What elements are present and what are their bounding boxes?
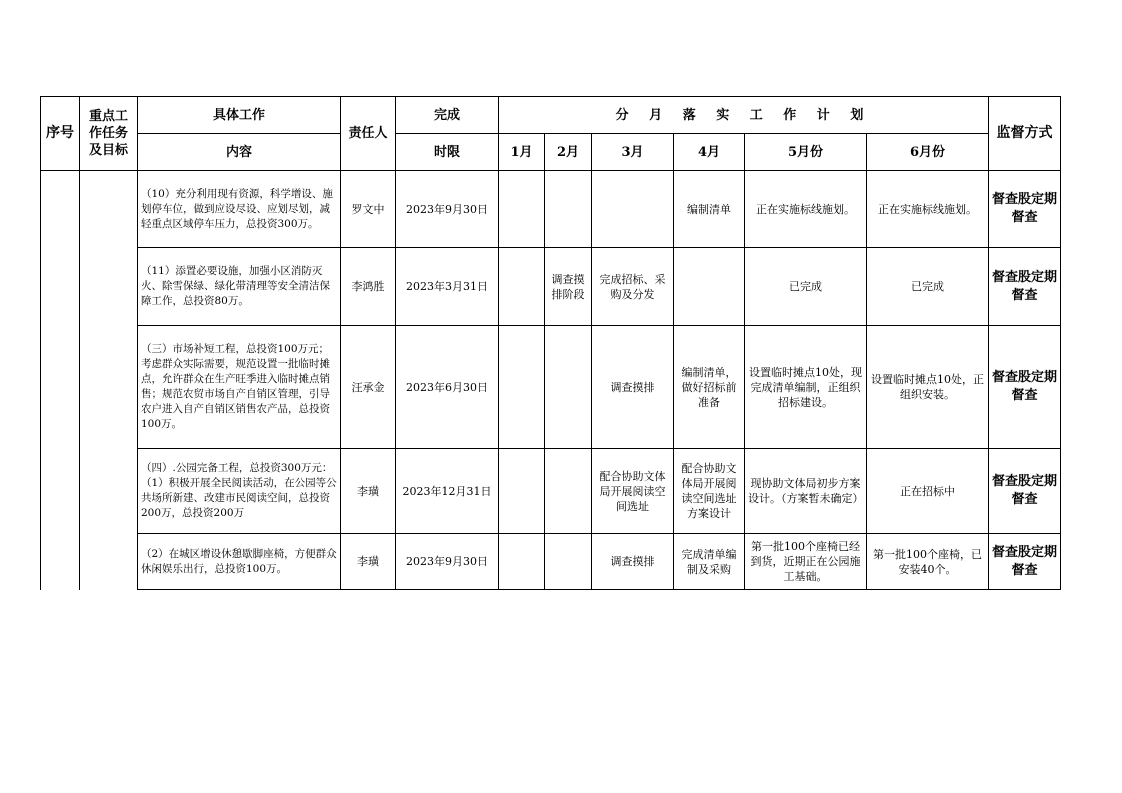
owner-cell: 罗文中: [341, 171, 396, 248]
content-cell: （11）添置必要设施，加强小区消防灭火、除雪保绿、绿化带清理等安全清洁保障工作，总投资80万。: [138, 248, 341, 326]
month-1-cell: [499, 326, 545, 449]
header-month-3: 3月: [592, 134, 674, 171]
header-month-4: 4月: [674, 134, 745, 171]
owner-cell: 汪承金: [341, 326, 396, 449]
content-cell: （2）在城区增设休憩歇脚座椅，方便群众休闲娱乐出行，总投资100万。: [138, 534, 341, 590]
table-row: [41, 326, 1061, 449]
month-4-cell: [674, 248, 745, 326]
month-2-cell: 调查摸排阶段: [545, 248, 592, 326]
month-2-cell: [545, 326, 592, 449]
month-4-cell: 编制清单: [674, 171, 745, 248]
table-row: [41, 248, 1061, 326]
month-4-cell: 完成清单编制及采购: [674, 534, 745, 590]
owner-cell: 李璜: [341, 449, 396, 534]
header-row-1: [41, 97, 1061, 134]
table-row: [41, 449, 1061, 534]
month-4-cell: 编制清单，做好招标前准备: [674, 326, 745, 449]
header-month-5: 5月份: [745, 134, 867, 171]
month-3-cell: 调查摸排: [592, 534, 674, 590]
deadline-cell: 2023年9月30日: [396, 171, 499, 248]
month-6-cell: 第一批100个座椅，已安装40个。: [867, 534, 989, 590]
header-deadline-top: 完成: [396, 97, 499, 134]
month-5-cell: 第一批100个座椅已经到货，近期正在公园施工基础。: [745, 534, 867, 590]
month-2-cell: [545, 449, 592, 534]
content-cell: （四）.公园完备工程，总投资300万元：（1）积极开展全民阅读活动，在公园等公共场所新建、改建市民阅读空间，总投资200万，总投资200万: [138, 449, 341, 534]
month-3-cell: 调查摸排: [592, 326, 674, 449]
header-supervision: 监督方式: [989, 97, 1061, 171]
supervision-cell: 督查股定期督查: [989, 534, 1061, 590]
month-1-cell: [499, 534, 545, 590]
supervision-cell: 督查股定期督查: [989, 248, 1061, 326]
header-owner: 责任人: [341, 97, 396, 171]
owner-cell: 李鸿胜: [341, 248, 396, 326]
owner-cell: 李璜: [341, 534, 396, 590]
deadline-cell: 2023年3月31日: [396, 248, 499, 326]
month-5-cell: 正在实施标线施划。: [745, 171, 867, 248]
month-5-cell: 设置临时摊点10处，现完成清单编制，正组织招标建设。: [745, 326, 867, 449]
header-deadline-bottom: 时限: [396, 134, 499, 171]
work-plan-table: [40, 96, 1061, 590]
month-6-cell: 正在招标中: [867, 449, 989, 534]
month-1-cell: [499, 171, 545, 248]
month-6-cell: 已完成: [867, 248, 989, 326]
month-3-cell: 配合协助文体局开展阅读空间选址: [592, 449, 674, 534]
month-3-cell: 完成招标、采购及分发: [592, 248, 674, 326]
header-task: 重点工作任务及目标: [80, 97, 138, 171]
table-row: [41, 534, 1061, 590]
content-cell: （三）市场补短工程，总投资100万元；考虑群众实际需要，规范设置一批临时摊点，允许群众在生产旺季进入临时摊点销售；规范农贸市场自产自销区管理，引导农户进入自产自销区销售农产品，总投资100万。: [138, 326, 341, 449]
deadline-cell: 2023年12月31日: [396, 449, 499, 534]
month-2-cell: [545, 171, 592, 248]
deadline-cell: 2023年6月30日: [396, 326, 499, 449]
month-1-cell: [499, 449, 545, 534]
header-plan: 分 月 落 实 工 作 计 划: [499, 97, 989, 134]
header-work: 具体工作: [138, 97, 341, 134]
work-plan-sheet: [40, 96, 1061, 590]
seq-cell: [41, 171, 80, 590]
header-month-6: 6月份: [867, 134, 989, 171]
month-1-cell: [499, 248, 545, 326]
supervision-cell: 督查股定期督查: [989, 449, 1061, 534]
content-cell: （10）充分利用现有资源，科学增设、施划停车位，做到应设尽设、应划尽划，减轻重点区域停车压力，总投资300万。: [138, 171, 341, 248]
header-content: 内容: [138, 134, 341, 171]
month-5-cell: 已完成: [745, 248, 867, 326]
table-row: [41, 171, 1061, 248]
month-5-cell: 现协助文体局初步方案设计。（方案暂未确定）: [745, 449, 867, 534]
deadline-cell: 2023年9月30日: [396, 534, 499, 590]
header-month-2: 2月: [545, 134, 592, 171]
month-6-cell: 正在实施标线施划。: [867, 171, 989, 248]
month-2-cell: [545, 534, 592, 590]
month-6-cell: 设置临时摊点10处，正组织安装。: [867, 326, 989, 449]
task-cell: [80, 171, 138, 590]
supervision-cell: 督查股定期督查: [989, 171, 1061, 248]
month-4-cell: 配合协助文体局开展阅读空间选址方案设计: [674, 449, 745, 534]
header-row-2: [41, 134, 1061, 171]
header-month-1: 1月: [499, 134, 545, 171]
month-3-cell: [592, 171, 674, 248]
header-seq: 序号: [41, 97, 80, 171]
supervision-cell: 督查股定期督查: [989, 326, 1061, 449]
